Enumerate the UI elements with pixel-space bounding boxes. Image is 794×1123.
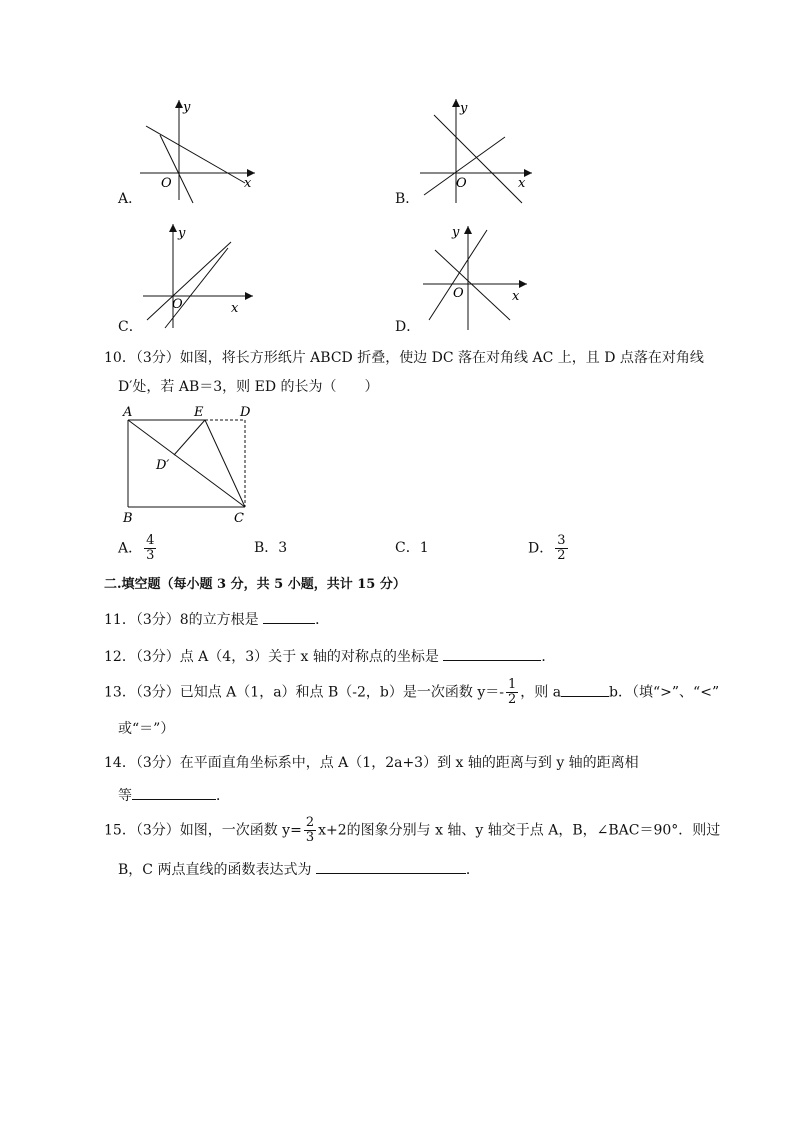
q12-answer-blank[interactable] <box>443 646 541 661</box>
q14-line2: 等 ． <box>118 785 230 805</box>
q11-answer-blank[interactable] <box>263 609 315 624</box>
svg-text:D: D <box>240 405 251 420</box>
q15-answer-blank[interactable] <box>316 859 466 874</box>
svg-text:B: B <box>123 511 133 526</box>
q14-answer-blank[interactable] <box>132 785 216 800</box>
option-b-label: B． <box>395 191 420 207</box>
svg-text:E: E <box>194 405 204 420</box>
q14-line1: 14．（3分）在平面直角坐标系中，点 A（1，2a+3）到 x 轴的距离与到 y 轴的距离相 <box>104 755 639 771</box>
fraction-1-2: $\frac{1}{2}$ <box>507 677 517 707</box>
q15-line2: B，C 两点直线的函数表达式为 ． <box>118 859 480 879</box>
option-a-graph <box>130 95 270 205</box>
svg-text:x: x <box>244 176 252 191</box>
option-c-graph <box>135 220 265 335</box>
section-2-title: 二.填空题（每小题 3 分，共 5 小题，共计 15 分） <box>104 577 406 592</box>
q10-choice-b[interactable]: B．3 <box>254 540 288 556</box>
q10-line1: 10．（3分）如图，将长方形纸片 ABCD 折叠，使边 DC 落在对角线 AC 上，且 D 点落在对角线 <box>104 350 704 366</box>
svg-text:C: C <box>234 511 244 526</box>
q13-line1: 13．（3分）已知点 A（1，a）和点 B（-2，b）是一次函数 y＝- $\frac{1}{2}$ ，则 a b．（填“>”、“<” <box>104 677 720 707</box>
option-b-graph <box>410 95 550 210</box>
svg-text:y: y <box>452 225 460 240</box>
q12: 12．（3分）点 A（4，3）关于 x 轴的对称点的坐标是 ． <box>104 646 555 666</box>
svg-text:y: y <box>460 101 468 116</box>
fraction-2-3: $\frac{2}{3}$ <box>305 815 315 845</box>
svg-text:y: y <box>183 100 191 115</box>
option-a-label: A． <box>118 191 143 207</box>
q10-choice-a[interactable]: A． $\frac{4}{3}$ <box>118 533 155 563</box>
q10-choice-c[interactable]: C．1 <box>395 540 429 556</box>
option-a-axes <box>130 95 270 205</box>
option-c-axes <box>135 220 265 335</box>
q11: 11．（3分）8的立方根是 ． <box>104 609 329 629</box>
fraction-4-3: $\frac{4}{3}$ <box>146 533 155 563</box>
svg-text:x: x <box>518 176 526 191</box>
svg-text:O: O <box>172 297 183 312</box>
svg-text:y: y <box>178 226 186 241</box>
svg-text:x: x <box>231 301 239 316</box>
q10-figure <box>118 403 258 528</box>
option-c-label: C． <box>118 319 143 335</box>
q10-choice-d[interactable]: D． $\frac{3}{2}$ <box>528 533 566 563</box>
svg-text:O: O <box>456 176 467 191</box>
rectangle-fold-diagram <box>118 403 258 528</box>
q10-line2: D′处，若 AB＝3，则 ED 的长为（ ） <box>118 379 379 395</box>
option-b-axes <box>410 95 550 210</box>
svg-text:x: x <box>512 289 520 304</box>
q13-line2: 或“＝”） <box>118 721 175 737</box>
option-d-graph <box>415 220 550 335</box>
svg-text:O: O <box>453 286 464 301</box>
q15-line1: 15．（3分）如图，一次函数 y= $\frac{2}{3}$ x+2的图象分别与 x 轴、y 轴交于点 A，B，∠BAC＝90°．则过 <box>104 815 721 845</box>
svg-text:A: A <box>123 405 133 420</box>
fraction-3-2: $\frac{3}{2}$ <box>557 533 566 563</box>
svg-text:D′: D′ <box>156 458 170 473</box>
svg-text:O: O <box>161 176 172 191</box>
option-d-label: D． <box>395 319 421 335</box>
option-d-axes <box>415 220 550 335</box>
q13-answer-blank[interactable] <box>561 682 609 697</box>
